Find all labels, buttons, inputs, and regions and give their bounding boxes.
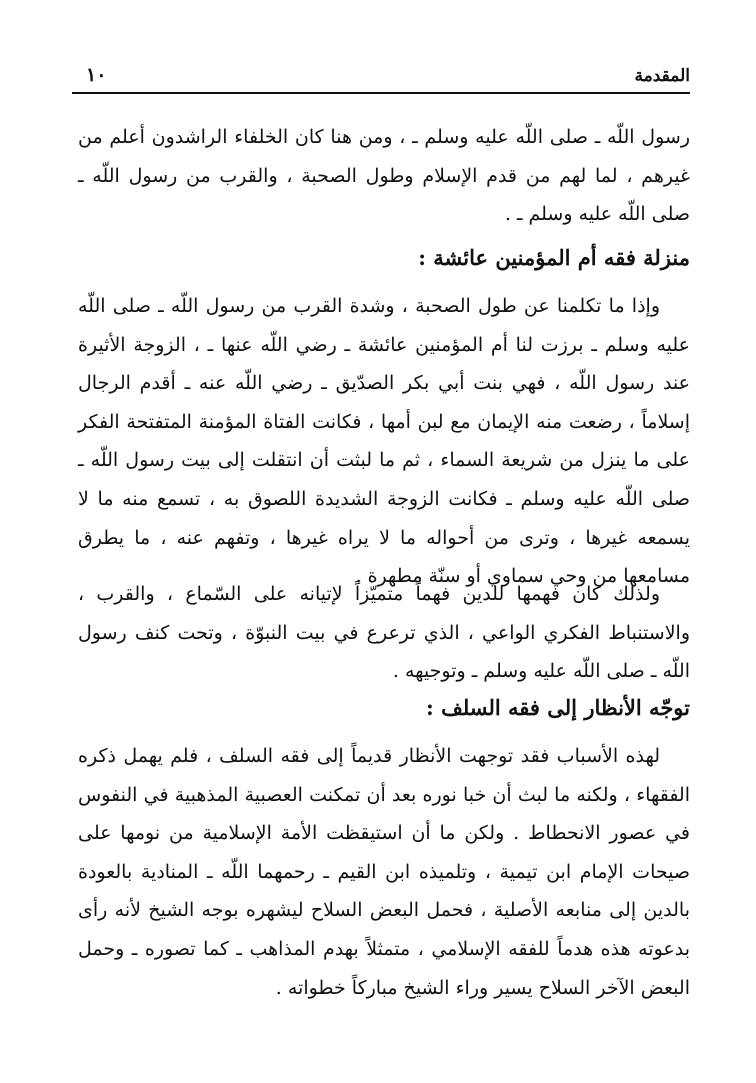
- paragraph: رسول اللّه ـ صلى اللّه عليه وسلم ـ ، ومن هنا كان الخلفاء الراشدون أعلم من غيرهم ، لما لهم من قدم الإسلام وطول الصحبة ، والقرب من رسول اللّه ـ صلى اللّه عليه وسلم ـ .: [78, 126, 690, 226]
- paragraph-block-4: [78, 737, 690, 1007]
- paragraph-block-1: [78, 118, 690, 234]
- page-header: [72, 64, 690, 94]
- section-heading-salaf: توجّه الأنظار إلى فقه السلف :: [426, 695, 690, 720]
- paragraph: ولذلك كان فهمها للدين فهماً متميّزاً لإتيانه على السّماع ، والقرب ، والاستنباط الفكري الواعي ، الذي ترعرع في بيت النبوّة ، وتحت كنف رسول اللّه ـ صلى اللّه عليه وسلم ـ وتوجيهه .: [78, 583, 690, 683]
- running-section-title: المقدمة: [634, 66, 690, 86]
- page-number: ١٠: [86, 64, 107, 86]
- paragraph: لهذه الأسباب فقد توجهت الأنظار قديماً إلى فقه السلف ، فلم يهمل ذكره الفقهاء ، ولكنه ما لبث أن خبا نوره بعد أن تمكنت العصبية المذهبية في النفوس في عصور الانحطاط . ولكن ما أن استيقظت الأمة الإسلامية من نومها على صيحات الإمام ابن تيمية ، وتلميذه ابن القيم ـ رحمهما اللّه ـ المنادية بالعودة بالدين إلى منابعه الأصلية ، فحمل البعض السلاح ليشهره بوجه الشيخ لأنه رأى بدعوته هذه هدماً للفقه الإسلامي ، متمثلاً بهدم المذاهب ـ كما تصوره ـ وحمل البعض الآخر السلاح يسير وراء الشيخ مباركاً خطواته .: [78, 745, 690, 999]
- paragraph-block-3: [78, 575, 690, 691]
- section-heading-aisha: منزلة فقه أم المؤمنين عائشة :: [418, 245, 690, 270]
- paragraph: وإذا ما تكلمنا عن طول الصحبة ، وشدة القرب من رسول اللّه ـ صلى اللّه عليه وسلم ـ برزت لنا أم المؤمنين عائشة ـ رضي اللّه عنها ـ ، الزوجة الأثيرة عند رسول اللّه ، فهي بنت أبي بكر الصدّيق ـ رضي اللّه عنه ـ أقدم الرجال إسلاماً ، رضعت منه الإيمان مع لبن أمها ، فكانت الفتاة المؤمنة المتفتحة الفكر على ما ينزل من شريعة السماء ، ثم ما لبثت أن انتقلت إلى بيت رسول اللّه ـ صلى اللّه عليه وسلم ـ فكانت الزوجة الشديدة اللصوق به ، تسمع منه ما لا يسمعه غيرها ، وترى من أحواله ما لا يراه غيرها ، وتفهم عنه ، ما يطرق مسامعها من وحي سماوي أو سنّة مطهرة .: [78, 295, 690, 588]
- paragraph-block-2: [78, 287, 690, 596]
